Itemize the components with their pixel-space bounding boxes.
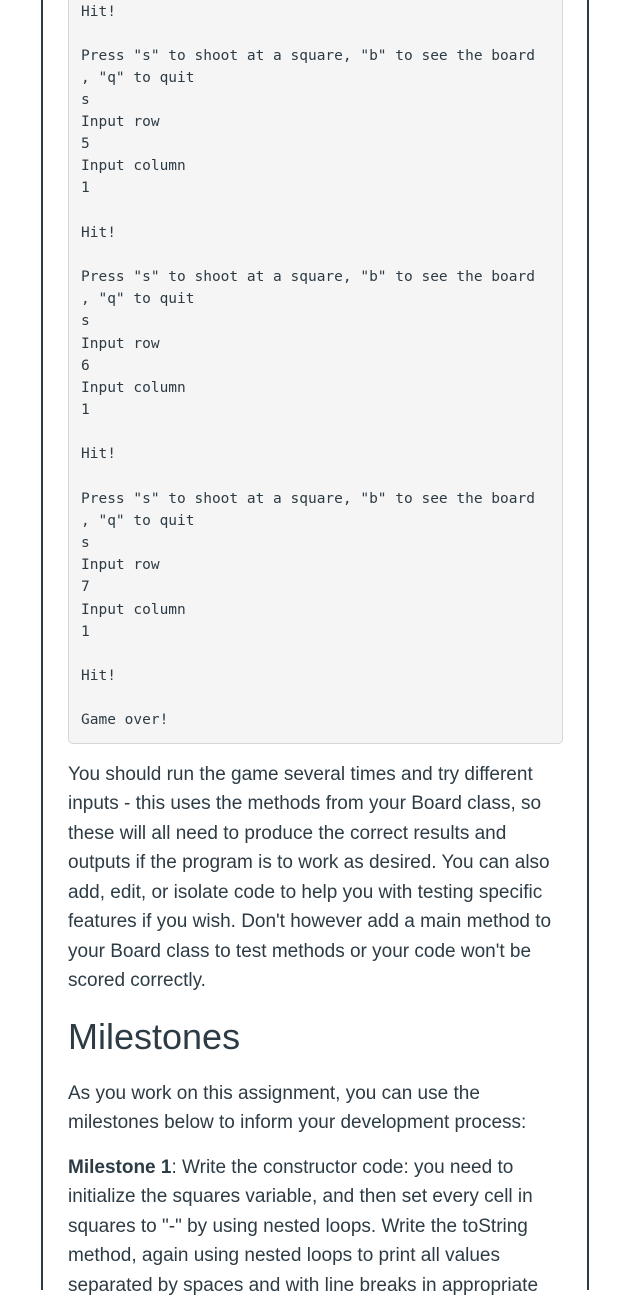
console-line: 1 xyxy=(81,624,90,640)
paragraph-line: these will all need to produce the correct results and xyxy=(68,823,507,844)
paragraph-line: scored correctly. xyxy=(68,970,206,991)
console-line: 7 xyxy=(81,579,90,595)
milestone-1-text: : Write the constructor code: you need to xyxy=(171,1157,514,1178)
console-line: s xyxy=(81,535,90,551)
console-line: Hit! xyxy=(81,668,116,684)
paragraph-line: squares to "-" by using nested loops. Write the toString xyxy=(68,1216,528,1237)
console-line: Input column xyxy=(81,158,186,174)
console-line: Input row xyxy=(81,114,160,130)
console-line: Hit! xyxy=(81,225,116,241)
console-line: , "q" to quit xyxy=(81,513,195,529)
console-line: , "q" to quit xyxy=(81,70,195,86)
console-line: Input row xyxy=(81,336,160,352)
console-line: Press "s" to shoot at a square, "b" to see the board xyxy=(81,48,535,64)
console-line: 5 xyxy=(81,136,90,152)
console-line: Input column xyxy=(81,602,186,618)
console-line: s xyxy=(81,313,90,329)
paragraph-line: As you work on this assignment, you can use the xyxy=(68,1083,480,1104)
milestone-1-first-line xyxy=(68,1153,568,1183)
paragraph-line: method, again using nested loops to print all values xyxy=(68,1245,500,1266)
paragraph-line: milestones below to inform your development process: xyxy=(68,1112,527,1133)
console-line: 1 xyxy=(81,180,90,196)
paragraph-line: your Board class to test methods or your code won't be xyxy=(68,941,532,962)
console-line: Game over! xyxy=(81,712,169,728)
paragraph-line: add, edit, or isolate code to help you with testing specific xyxy=(68,882,543,903)
paragraph-line: You should run the game several times and try different xyxy=(68,764,533,785)
console-line: s xyxy=(81,92,90,108)
paragraph-line: inputs - this uses the methods from your Board class, so xyxy=(68,793,542,814)
console-line: 6 xyxy=(81,358,90,374)
console-line: Input column xyxy=(81,380,186,396)
paragraph-line: separated by spaces and with line breaks in appropriate xyxy=(68,1275,539,1296)
console-line: Hit! xyxy=(81,446,116,462)
milestones-heading: Milestones xyxy=(68,1016,241,1057)
console-line: , "q" to quit xyxy=(81,291,195,307)
paragraph-line: features if you wish. Don't however add a main method to xyxy=(68,911,552,932)
console-line: Press "s" to shoot at a square, "b" to see the board xyxy=(81,269,535,285)
console-line: Press "s" to shoot at a square, "b" to see the board xyxy=(81,491,535,507)
milestone-1-label: Milestone 1 xyxy=(68,1157,172,1178)
console-line: 1 xyxy=(81,402,90,418)
console-line: Hit! xyxy=(81,4,116,20)
console-line: Input row xyxy=(81,557,160,573)
paragraph-line: initialize the squares variable, and then set every cell in xyxy=(68,1186,533,1207)
paragraph-line: outputs if the program is to work as desired. You can also xyxy=(68,852,550,873)
